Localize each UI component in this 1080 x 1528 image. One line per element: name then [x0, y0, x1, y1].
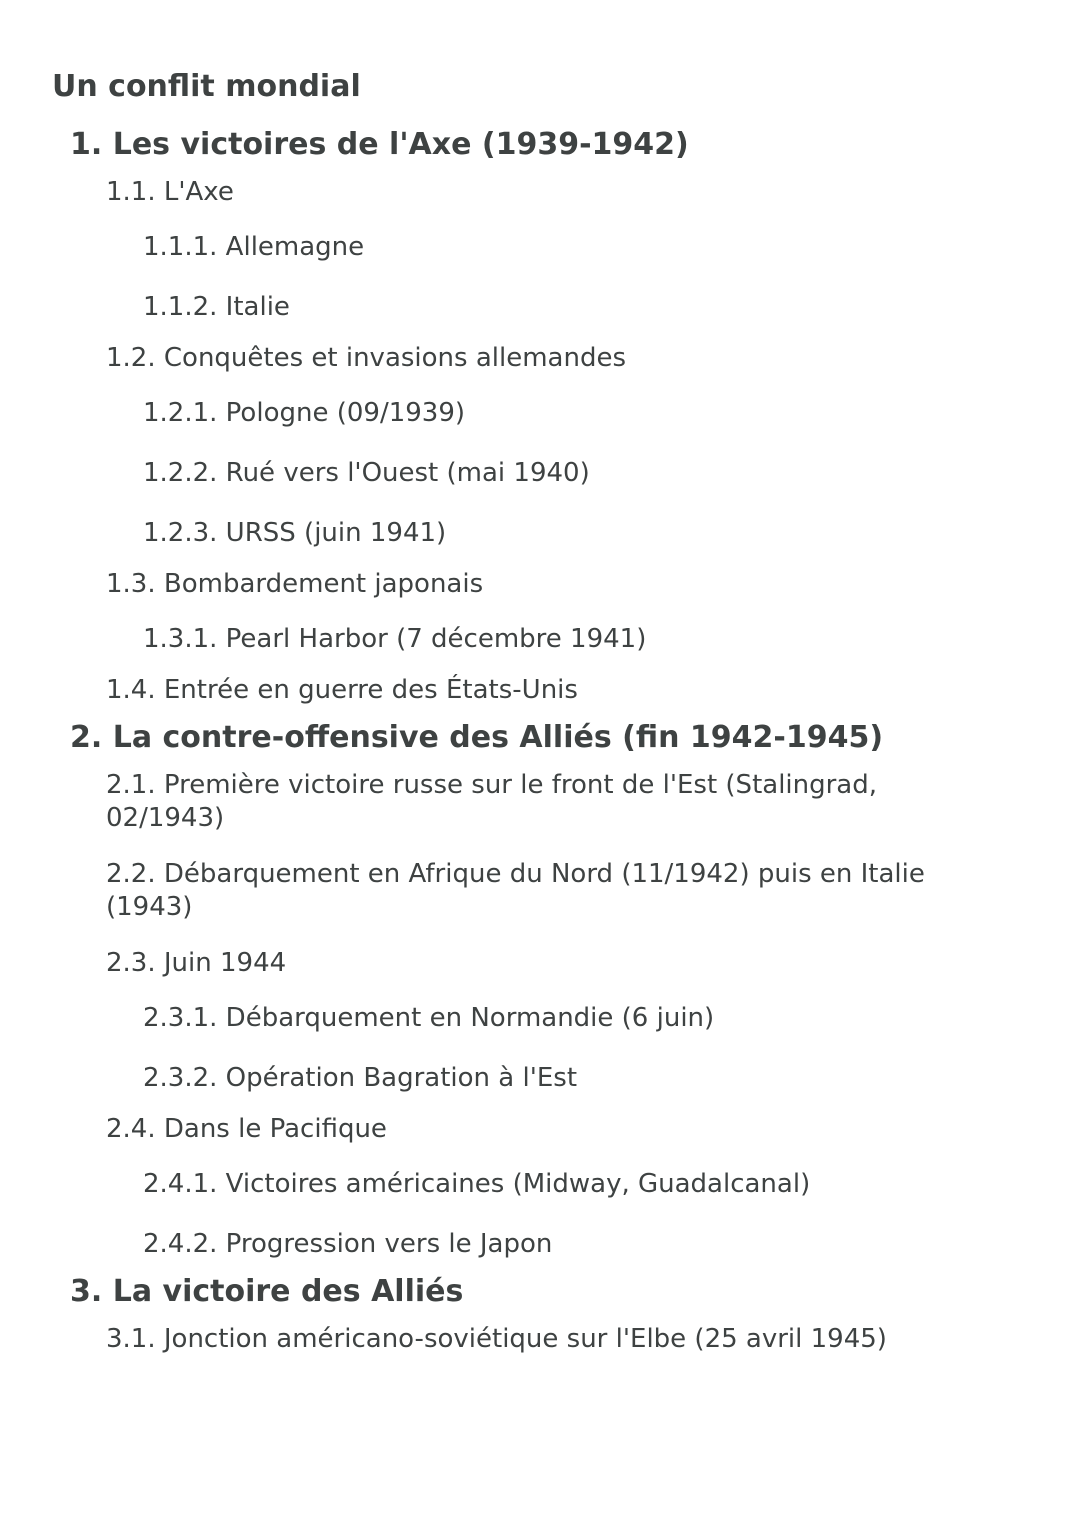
sub-subsection-item: 1.2.2. Rué vers l'Ouest (mai 1940) — [143, 458, 590, 488]
sub-subsection-item: 1.3.1. Pearl Harbor (7 décembre 1941) — [143, 624, 647, 654]
sub-subsection-item: 2.3.2. Opération Bagration à l'Est — [143, 1063, 578, 1093]
sub-subsection-item: 1.2.3. URSS (juin 1941) — [143, 518, 447, 548]
outline-list — [0, 124, 1080, 1356]
sub-subsection-item: 2.4.1. Victoires américaines (Midway, Guadalcanal) — [143, 1169, 811, 1199]
subsection-item: 1.1. L'Axe — [106, 177, 234, 207]
subsection-item: 3.1. Jonction américano-soviétique sur l'Elbe (25 avril 1945) — [106, 1324, 887, 1354]
subsection-item: 2.1. Première victoire russe sur le front de l'Est (Stalingrad, 02/1943) — [106, 770, 878, 833]
subsection-item: 2.4. Dans le Pacifique — [106, 1114, 387, 1144]
outline — [0, 66, 1080, 1356]
sub-subsection-item: 1.1.2. Italie — [143, 292, 290, 322]
sub-subsection-item: 2.3.1. Débarquement en Normandie (6 juin) — [143, 1003, 715, 1033]
subsection-item: 1.3. Bombardement japonais — [106, 569, 484, 599]
subsection-item: 1.4. Entrée en guerre des États-Unis — [106, 675, 578, 705]
sub-subsection-item: 1.1.1. Allemagne — [143, 232, 365, 262]
section-heading: 2. La contre-offensive des Alliés (fin 1942-1945) — [70, 720, 884, 755]
section-heading: 3. La victoire des Alliés — [70, 1274, 464, 1309]
sub-subsection-item: 2.4.2. Progression vers le Japon — [143, 1229, 553, 1259]
sub-subsection-item: 1.2.1. Pologne (09/1939) — [143, 398, 466, 428]
subsection-item: 1.2. Conquêtes et invasions allemandes — [106, 343, 626, 373]
page-title: Un conflit mondial — [52, 69, 361, 104]
subsection-item: 2.2. Débarquement en Afrique du Nord (11/1942) puis en Italie (1943) — [106, 859, 925, 922]
section-heading: 1. Les victoires de l'Axe (1939-1942) — [70, 127, 689, 162]
subsection-item: 2.3. Juin 1944 — [106, 948, 287, 978]
